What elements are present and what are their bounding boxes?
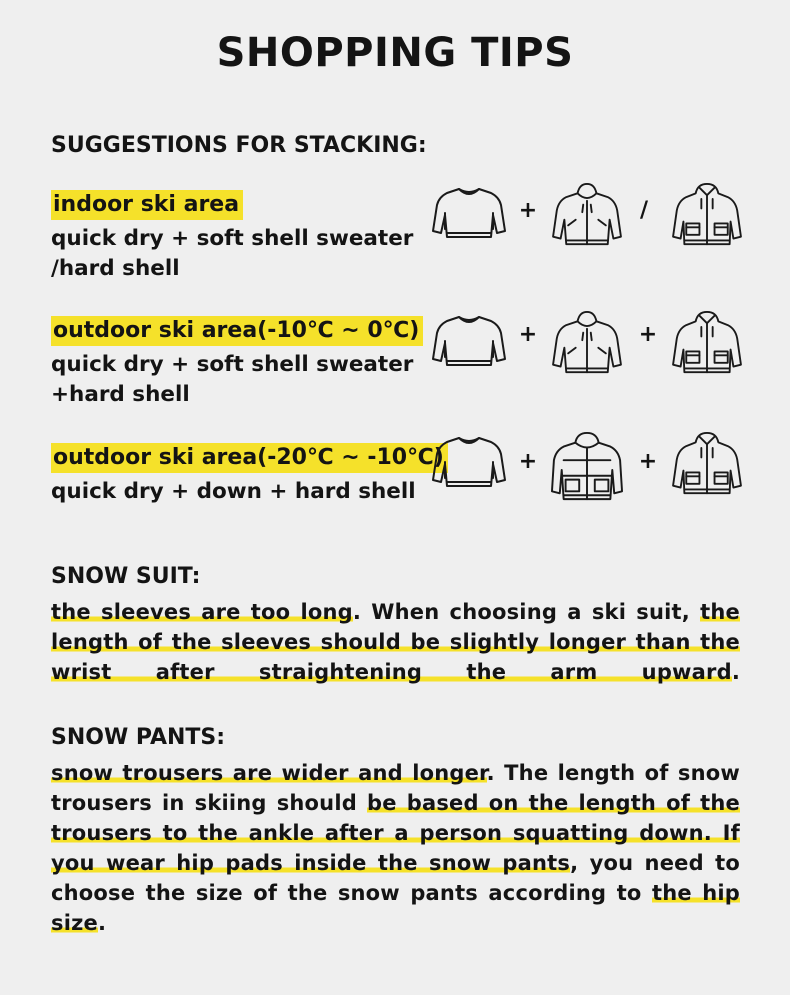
plus-sign: + — [518, 449, 538, 474]
stacking-tag: outdoor ski area(-10℃ ~ 0℃) — [51, 316, 423, 346]
highlight: snow trousers are wider and longer — [51, 761, 487, 785]
paragraph-text: , you need to choose the size of the snow pants according to — [51, 851, 740, 905]
stacking-tag: indoor ski area — [51, 190, 243, 220]
sweater-icon — [431, 310, 507, 372]
highlight: the length of the sleeves should be slightly longer than the wrist after straightening the arm upward — [51, 600, 740, 684]
stacking-heading: SUGGESTIONS FOR STACKING: — [51, 133, 427, 158]
plus-sign: + — [638, 322, 658, 347]
page-title: SHOPPING TIPS — [216, 30, 574, 76]
stacking-row-indoor — [51, 190, 751, 284]
stacking-desc-line: quick dry + soft shell sweater — [51, 226, 414, 251]
hard-shell-jacket-icon — [669, 431, 745, 497]
paragraph-text: . — [97, 911, 107, 935]
stacking-desc-line: quick dry + soft shell sweater — [51, 352, 414, 377]
paragraph-text: . — [731, 660, 740, 684]
hoodie-jacket-icon — [549, 182, 625, 248]
down-jacket-icon — [549, 431, 625, 503]
plus-sign: + — [638, 449, 658, 474]
hoodie-jacket-icon — [549, 310, 625, 376]
stacking-desc-line: +hard shell — [51, 382, 190, 407]
sweater-icon — [431, 182, 507, 244]
slash-sign: / — [639, 198, 649, 223]
stacking-desc-line: quick dry + down + hard shell — [51, 479, 416, 504]
plus-sign: + — [518, 198, 538, 223]
stacking-desc-line: /hard shell — [51, 256, 180, 281]
hard-shell-jacket-icon — [669, 182, 745, 248]
sweater-icon — [431, 431, 507, 493]
stacking-tag: outdoor ski area(-20℃ ~ -10℃) — [51, 443, 448, 473]
snow-suit-paragraph — [51, 597, 740, 687]
paragraph-text: . The length of snow trousers in skiing should — [51, 761, 740, 815]
paragraph-text: . When choosing a ski suit, — [352, 600, 701, 624]
highlight: the hip size — [51, 881, 740, 935]
highlight: the sleeves are too long — [51, 600, 353, 624]
snow-suit-heading: SNOW SUIT: — [51, 564, 201, 589]
plus-sign: + — [518, 322, 538, 347]
snow-pants-paragraph — [51, 758, 740, 938]
hard-shell-jacket-icon — [669, 310, 745, 376]
stacking-row-outdoor-mild — [51, 316, 751, 410]
stacking-row-outdoor-cold — [51, 443, 751, 507]
highlight: be based on the length of the trousers to the ankle after a person squatting down. If you wear hip pads inside the snow pants — [51, 791, 740, 875]
snow-pants-heading: SNOW PANTS: — [51, 725, 226, 750]
